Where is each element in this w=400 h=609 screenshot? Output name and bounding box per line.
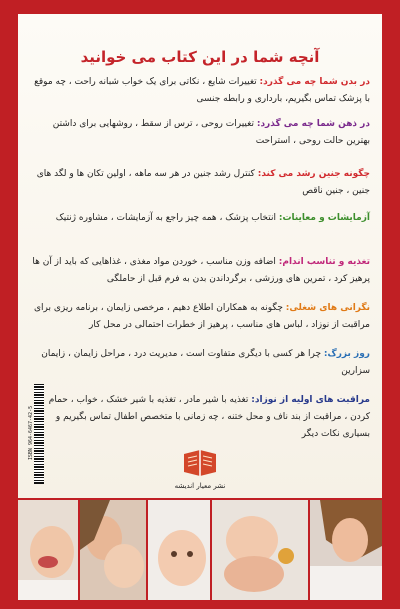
section-fetal-growth: [30, 166, 370, 200]
section-work: [30, 300, 370, 334]
mother-kissing-baby-photo: [80, 500, 146, 600]
section-text: تغذیه با شیر مادر ، تغذیه با شیر خشک ، خواب ، حمام کردن ، مراقبت از بند ناف و محل ختنه ، چه زمانی با متخصص اطفال تماس بگیریم و بسیاری نکات دیگر: [48, 395, 370, 439]
section-label: روز بزرگ:: [323, 349, 370, 359]
section-text: اضافه وزن مناسب ، خوردن مواد مغذی ، غذاهایی که باید از آن ها پرهیز کرد ، تمرین های ورزشی ، برگرداندن بدن به فرم قبل از حاملگی: [32, 257, 370, 284]
isbn-number: ISBN 964-6467-42-5: [28, 405, 34, 461]
publisher-name: نشر معیار اندیشه: [174, 482, 226, 490]
section-label: مراقبت های اولیه از نوزاد:: [251, 395, 370, 405]
section-label: در ذهن شما چه می گذرد:: [256, 119, 370, 129]
smiling-mother-photo: [310, 500, 382, 600]
barcode-icon: [34, 384, 44, 484]
section-tests: [30, 210, 370, 227]
section-nutrition: [30, 254, 370, 288]
section-text: کنترل رشد جنین در هر سه ماهه ، اولین تکان ها و لگد های جنین ، جنین ناقص: [36, 169, 370, 196]
section-text: انتخاب پزشک ، همه چیز راجع به آزمایشات ، مشاوره ژنتیک: [55, 213, 276, 223]
section-big-day: [30, 346, 370, 380]
publisher-mark: [164, 446, 236, 490]
section-label: چگونه جنین رشد می کند:: [257, 169, 370, 179]
section-newborn-care: [30, 392, 370, 443]
section-label: نگرانی های شغلی:: [285, 303, 370, 313]
section-label: در بدن شما چه می گذرد:: [259, 77, 370, 87]
baby-on-bed-photo: [148, 500, 210, 600]
section-body: [30, 74, 370, 108]
section-text: چرا هر کسی با دیگری متفاوت است ، مدیریت درد ، مراحل زایمان ، زایمان سزارین: [41, 349, 370, 376]
page-title: آنچه شما در این کتاب می خوانید: [80, 48, 320, 66]
photo-strip: [18, 500, 382, 600]
baby-and-toy-photo: [212, 500, 308, 600]
section-label: آزمایشات و معاینات:: [278, 213, 370, 223]
content-panel: [18, 14, 382, 498]
baby-photo: [18, 500, 78, 600]
isbn-barcode: [24, 384, 42, 500]
section-text: تغییرات شایع ، نکاتی برای یک خواب شبانه راحت ، چه موقع با پزشک تماس بگیریم، بارداری و رابطه جنسی: [34, 77, 370, 104]
section-label: تغذیه و تناسب اندام:: [278, 257, 370, 267]
section-mind: [30, 116, 370, 150]
section-text: چگونه به همکاران اطلاع دهیم ، مرخصی زایمان ، برنامه ریزی برای مراقبت از نوزاد ، لباس های مناسب ، پرهیز از خطرات احتمالی در محل کار: [33, 303, 370, 330]
publisher-logo-icon: [180, 446, 220, 480]
section-text: تغییرات روحی ، ترس از سقط ، روشهایی برای داشتن بهترین حالت روحی ، استراحت: [52, 119, 370, 146]
